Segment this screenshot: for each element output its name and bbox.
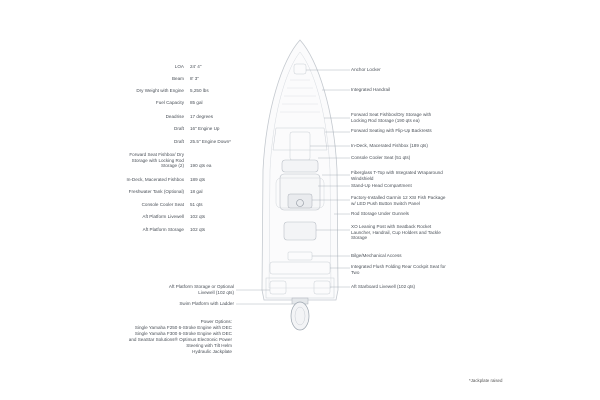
- spec-label: Beam: [171, 76, 184, 81]
- spec-value: 85 gal: [190, 100, 203, 105]
- callout-label: Fiberglass T-Top with Integrated Wraparound Windshield: [351, 170, 443, 181]
- spec-label: Fuel Capacity: [155, 100, 184, 105]
- callout-label: Rod Storage Under Gunnels: [351, 211, 409, 216]
- spec-label: Draft: [174, 139, 184, 144]
- spec-label: Freshwater Tank (Optional): [128, 189, 184, 194]
- footnote: *Jackplate raised: [469, 378, 503, 383]
- spec-value: 25.5" Engine Down*: [190, 139, 231, 144]
- callout-label: Anchor Locker: [351, 67, 381, 72]
- spec-value: 16" Engine Up: [190, 126, 220, 131]
- spec-value: 102 qts: [190, 227, 206, 232]
- spec-value: 189 qts: [190, 177, 206, 182]
- power-options-heading: Power Options:: [200, 319, 232, 324]
- power-option: Single Yamaha F250 6-Stroke Engine with DEC: [134, 324, 232, 330]
- callout-label: Integrated Flush Folding Rear Cockpit Seat for Two: [351, 264, 446, 275]
- callout-label: Forward Seat Fishbox/Dry Storage with Locking Rod Storage (190 qts ea): [351, 112, 432, 123]
- spec-value: 190 qts ea: [190, 163, 212, 168]
- callout-label: Factory-Installed Garmin 12 XSI Fish Package w/ LED Push Button Switch Panel: [351, 195, 446, 206]
- power-option: Hydraulic Jackplate: [192, 348, 232, 354]
- helm-panel: [288, 194, 312, 208]
- spec-value: 17 degrees: [190, 114, 213, 119]
- spec-value: 102 qts: [190, 214, 206, 219]
- spec-label: Aft Platform Storage: [142, 227, 184, 232]
- callout-label: Integrated Handrail: [351, 87, 391, 92]
- outboard-engine: [291, 302, 309, 330]
- spec-value: 24' 4": [190, 64, 202, 69]
- spec-label: Dry Weight with Engine: [136, 88, 184, 93]
- callout-label: Stand-Up Head Compartment: [351, 183, 412, 188]
- spec-value: 51 qts: [190, 202, 203, 207]
- spec-label: Deadrise: [165, 114, 184, 119]
- console-cooler-seat: [282, 160, 318, 172]
- spec-label: In-Deck, Macerated Fishbox: [126, 177, 184, 182]
- callout-label: In-Deck, Macerated Fishbox (189 qts): [351, 143, 428, 148]
- callout-label: Forward Seating with Flip-Up Backrests: [351, 128, 432, 133]
- callout-label: Console Cooler Seat (51 qts): [351, 155, 411, 160]
- power-options: [128, 319, 232, 354]
- spec-value: 5,250 lbs: [190, 88, 209, 93]
- spec-label: Draft: [174, 126, 184, 131]
- spec-value: 8' 3": [190, 76, 199, 81]
- callout-label: Aft Platform Storage or Optional Livewell (102 qts): [168, 284, 234, 295]
- callout-label: XO Leaning Post with Seatback Rocket Launcher, Handrail, Cup Holders and Tackle Storage: [351, 224, 441, 241]
- power-option: Single Yamaha F300 6-Stroke Engine with DEC and SeaStar Solutions® Optimus Electronic Power Steering with Tilt Helm: [128, 330, 232, 348]
- callout-label: Aft Starboard Livewell (102 qts): [351, 284, 416, 289]
- spec-label: Console Cooler Seat: [141, 202, 184, 207]
- callout-label: Swim Platform with Ladder: [179, 301, 234, 306]
- callout-label: Bilge/Mechanical Access: [351, 253, 402, 258]
- spec-label: Aft Platform Livewell: [142, 214, 184, 219]
- spec-value: 18 gal: [190, 189, 203, 194]
- spec-label: Forward Seat Fishbox/ Dry Storage with Locking Rod Storage (2): [129, 152, 184, 169]
- leaning-post: [284, 222, 316, 240]
- spec-label: LOA: [174, 64, 184, 69]
